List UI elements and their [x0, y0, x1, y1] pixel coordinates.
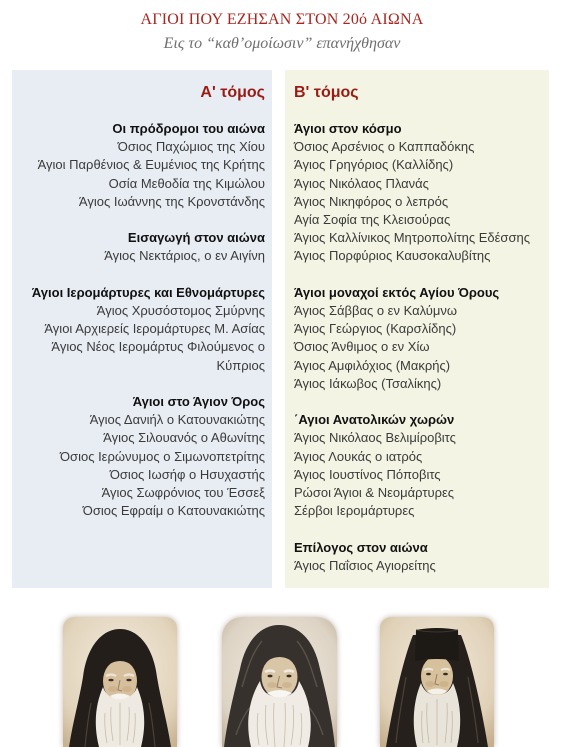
section-item: Άγιος Γρηγόριος (Καλλίδης)	[294, 157, 454, 173]
section-item: Ρώσοι Άγιοι & Νεομάρτυρες	[294, 485, 455, 501]
section-heading: Επίλογος στον αιώνα	[294, 539, 428, 555]
section-item: Όσιος Άνθιμος ο εν Χίω	[294, 339, 430, 355]
section-item: Όσιος Εφραίμ ο Κατουνακιώτης	[82, 503, 265, 519]
section-item: Άγιος Ιωάννης της Κρονστάνδης	[78, 193, 265, 209]
section-item: Άγιος Χρυσόστομος Σμύρνης	[96, 303, 265, 318]
section-item: Άγιος Λουκάς ο ιατρός	[294, 448, 423, 464]
section-item: Αγία Σοφία της Κλεισούρας	[294, 212, 451, 228]
portrait-monk-kamilavka	[380, 617, 494, 747]
section-heading: Εισαγωγή στον αιώνα	[127, 230, 265, 246]
section-item: Άγιος Νεκτάριος, ο εν Αιγίνη	[104, 248, 265, 264]
section-heading: Άγιοι μοναχοί εκτός Αγίου Όρους	[294, 284, 500, 300]
portrait-drawing	[63, 617, 177, 747]
section-heading: Άγιοι στον κόσμο	[294, 121, 402, 136]
section-item: Άγιος Ιουστίνος Πόποβιτς	[294, 466, 441, 482]
volume-a-panel	[12, 70, 272, 588]
beard	[248, 681, 311, 747]
section-item: Άγιοι Παρθένιος & Ευμένιος της Κρήτης	[37, 157, 265, 173]
section-item: Άγιος Γεώργιος (Καρσλίδης)	[294, 321, 457, 337]
section-item: Άγιος Ιάκωβος (Τσαλίκης)	[294, 375, 442, 391]
section-item: Όσιος Ιερώνυμος ο Σιμωνοπετρίτης	[59, 448, 265, 464]
section-item: Άγιος Δανιήλ ο Κατουνακιώτης	[89, 412, 265, 428]
section-item: Σέρβοι Ιερομάρτυρες	[294, 503, 415, 519]
volume-b-section-2	[294, 284, 544, 393]
section-item: Όσιος Παχώμιος της Χίου	[117, 139, 265, 155]
section-item: Όσιος Αρσένιος ο Καππαδόκης	[294, 139, 475, 155]
page-subtitle: Εις το “καθ’ομοίωσιν” επανήχθησαν	[163, 35, 401, 52]
volume-b-section-4	[294, 539, 544, 575]
volume-a-section-2	[20, 229, 265, 265]
volume-a-title: Α' τόμος	[200, 84, 265, 101]
portrait-elder-hood	[222, 617, 337, 747]
portrait-drawing	[380, 617, 494, 747]
volume-b-panel	[285, 70, 549, 588]
section-item: Άγιος Σιλουανός ο Αθωνίτης	[103, 430, 265, 446]
portrait-drawing	[222, 617, 337, 747]
section-item: Άγιος Νικόλαος Βελιμίροβιτς	[294, 430, 456, 446]
section-heading: Άγιοι στο Άγιον Όρος	[132, 394, 265, 409]
section-item: Άγιος Νέος Ιερομάρτυς Φιλούμενος ο Κύπριος	[51, 339, 265, 373]
volume-a-section-4	[20, 393, 265, 520]
section-item: Όσιος Ιωσήφ ο Ησυχαστής	[109, 466, 265, 482]
volume-a-section-1	[20, 120, 265, 211]
volume-b-section-1	[294, 120, 544, 266]
volume-b-section-3	[294, 411, 544, 520]
section-item: Άγιος Αμφιλόχιος (Μακρής)	[294, 357, 451, 373]
section-heading: Οι πρόδρομοι του αιώνα	[112, 121, 265, 136]
section-item: Άγιος Νικόλαος Πλανάς	[294, 175, 429, 191]
volume-b-title: Β' τόμος	[294, 84, 359, 101]
kamilavka-hat	[415, 628, 459, 661]
section-item: Άγιος Πορφύριος Καυσοκαλυβίτης	[294, 248, 491, 264]
section-item: Άγιος Νικηφόρος ο λεπρός	[294, 193, 449, 209]
section-item: Άγιος Παΐσιος Αγιορείτης	[294, 557, 436, 573]
volume-a-section-3	[20, 284, 265, 375]
section-item: Άγιοι Αρχιερείς Ιερομάρτυρες Μ. Ασίας	[44, 321, 265, 337]
portrait-monk-hood	[63, 617, 177, 747]
section-item: Άγιος Σωφρόνιος του Έσσεξ	[101, 485, 265, 501]
section-item: Άγιος Καλλίνικος Μητροπολίτης Εδέσσης	[294, 230, 530, 246]
page-title: ΑΓΙΟΙ ΠΟΥ ΕΖΗΣΑΝ ΣΤΟΝ 20ό ΑΙΩΝΑ	[140, 11, 424, 28]
section-item: Οσία Μεθοδία της Κιμώλου	[108, 175, 265, 191]
beard	[96, 687, 144, 747]
section-item: Άγιος Σάββας ο εν Καλύμνω	[294, 303, 458, 319]
beard	[414, 683, 460, 747]
section-heading: Άγιοι Ιερομάρτυρες και Εθνομάρτυρες	[31, 284, 265, 300]
section-heading: ΄Αγιοι Ανατολικών χωρών	[294, 412, 455, 428]
